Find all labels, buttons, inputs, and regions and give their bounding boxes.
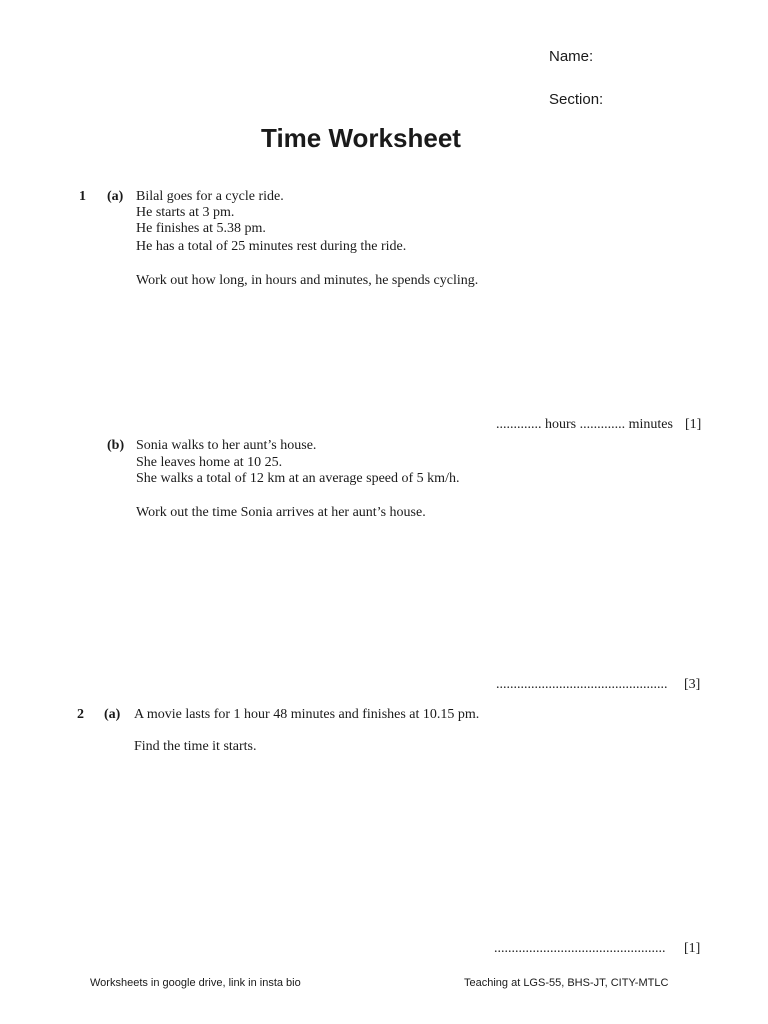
question-1b-instruction: Work out the time Sonia arrives at her aunt’s house. [136, 505, 426, 520]
footer-right: Teaching at LGS-55, BHS-JT, CITY-MTLC [464, 977, 669, 989]
question-2a-marks: [1] [684, 941, 701, 956]
question-1a-instruction: Work out how long, in hours and minutes, he spends cycling. [136, 273, 479, 288]
question-1a-line-2: He starts at 3 pm. [136, 205, 235, 220]
question-1b-label: (b) [107, 438, 125, 453]
question-2a-line-1: A movie lasts for 1 hour 48 minutes and finishes at 10.15 pm. [134, 707, 480, 722]
question-1b-line-3: She walks a total of 12 km at an average speed of 5 km/h. [136, 471, 460, 486]
question-1a-answer-line[interactable]: ............. hours ............. minutes [496, 417, 673, 432]
question-1a-marks: [1] [685, 417, 702, 432]
question-1b-marks: [3] [684, 677, 701, 692]
footer-left: Worksheets in google drive, link in insta bio [90, 977, 301, 989]
name-label: Name: [549, 48, 594, 65]
question-2a-label: (a) [104, 707, 121, 722]
question-1a-label: (a) [107, 189, 124, 204]
question-2-number: 2 [77, 707, 84, 722]
section-label: Section: [549, 91, 604, 108]
question-1a-line-3: He finishes at 5.38 pm. [136, 221, 266, 236]
question-1b-line-2: She leaves home at 10 25. [136, 455, 283, 470]
question-1a-line-1: Bilal goes for a cycle ride. [136, 189, 284, 204]
question-2a-instruction: Find the time it starts. [134, 739, 257, 754]
worksheet-title: Time Worksheet [261, 123, 461, 153]
question-1b-line-1: Sonia walks to her aunt’s house. [136, 438, 317, 453]
question-1-number: 1 [79, 189, 86, 204]
question-1a-line-4: He has a total of 25 minutes rest during the ride. [136, 239, 407, 254]
question-1b-answer-line[interactable]: ................................................. [496, 677, 668, 692]
question-2a-answer-line[interactable]: ................................................. [494, 941, 666, 956]
